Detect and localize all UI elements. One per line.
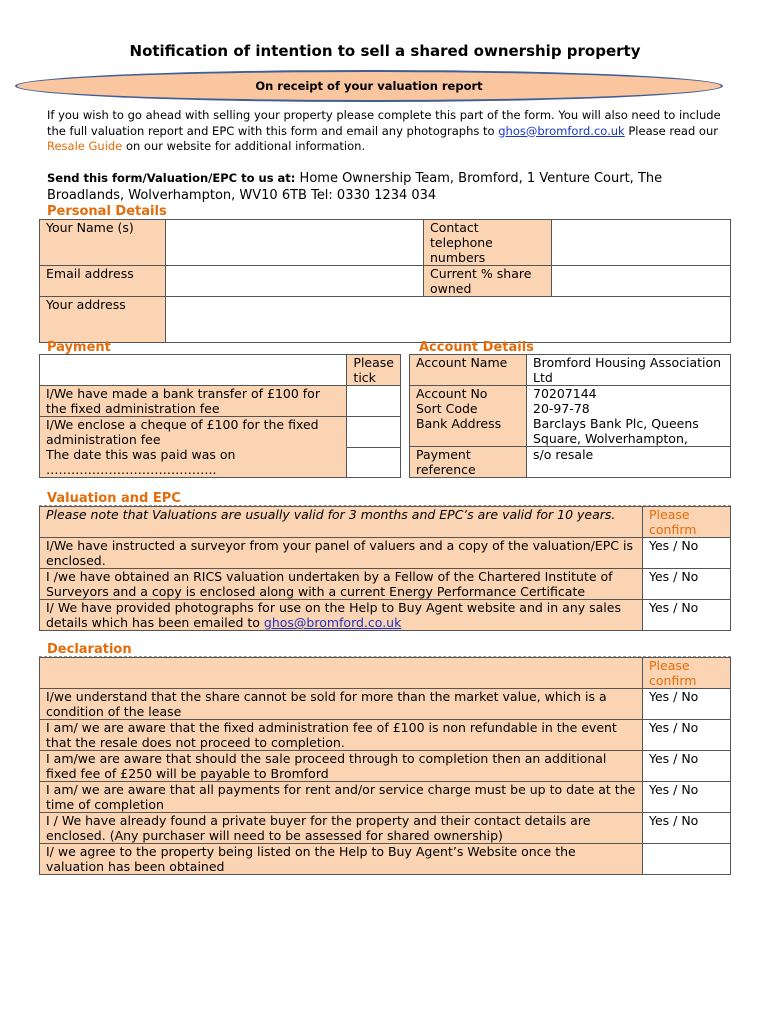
- banner-text: On receipt of your valuation report: [255, 79, 483, 93]
- date-paid[interactable]: The date this was paid was on …………………………………..: [40, 447, 347, 478]
- declaration-row: I am/we are aware that should the sale proceed through to completion then an additional fixed fee of £250 will be payable to Bromford: [40, 751, 643, 782]
- bank-address-value: Barclays Bank Plc, Queens Square, Wolverhampton,: [527, 416, 731, 447]
- valuation-heading: Valuation and EPC: [47, 491, 181, 506]
- declaration-yes-no[interactable]: Yes / No: [643, 782, 731, 813]
- valuation-please-confirm: Please confirm: [643, 507, 731, 538]
- intro-paragraph: If you wish to go ahead with selling your property please complete this part of the form. You will also need to include the full valuation report and EPC with this form and email any photographs to ghos@bromford.co.uk Please read our Resale Guide on our website for additional information.: [47, 108, 721, 153]
- cheque-tick[interactable]: [347, 417, 401, 448]
- your-name-label: Your Name (s): [40, 220, 166, 266]
- cheque-option: I/We enclose a cheque of £100 for the fixed administration fee: [40, 417, 347, 448]
- send-label: Send this form/Valuation/EPC to us at:: [47, 171, 296, 185]
- account-no-label: Account No: [410, 386, 527, 402]
- address-field[interactable]: [166, 297, 731, 343]
- valuation-yes-no-1[interactable]: Yes / No: [643, 538, 731, 569]
- sort-code-label: Sort Code: [410, 401, 527, 416]
- declaration-heading: Declaration: [47, 642, 132, 657]
- account-name-value: Bromford Housing Association Ltd: [527, 355, 731, 386]
- bank-transfer-option: I/We have made a bank transfer of £100 for the fixed administration fee: [40, 386, 347, 417]
- banner-oval: [15, 70, 723, 102]
- valuation-row-photos: I/ We have provided photographs for use on the Help to Buy Agent website and in any sales details which has been emailed to ghos@bromford.co.uk: [40, 600, 643, 631]
- valuation-row-rics: I /we have obtained an RICS valuation undertaken by a Fellow of the Chartered Institute of Surveyors and a copy is enclosed along with a current Energy Performance Certificate: [40, 569, 643, 600]
- bank-transfer-tick[interactable]: [347, 386, 401, 417]
- valuation-table: [39, 506, 731, 631]
- current-share-field[interactable]: [552, 266, 731, 297]
- email-label: Email address: [40, 266, 166, 297]
- current-share-label: Current % share owned: [424, 266, 552, 297]
- declaration-row: I/ we agree to the property being listed on the Help to Buy Agent’s Website once the valuation has been obtained: [40, 844, 643, 875]
- declaration-row: I am/ we are aware that all payments for rent and/or service charge must be up to date at the time of completion: [40, 782, 643, 813]
- declaration-please-confirm: Please confirm: [643, 658, 731, 689]
- bank-address-label: Bank Address: [410, 416, 527, 447]
- declaration-row: I / We have already found a private buyer for the property and their contact details are enclosed. (Any purchaser will need to be assessed for shared ownership): [40, 813, 643, 844]
- valuation-row-surveyor: I/We have instructed a surveyor from your panel of valuers and a copy of the valuation/EPC is enclosed.: [40, 538, 643, 569]
- date-paid-tick[interactable]: [347, 447, 401, 478]
- payment-reference-value: s/o resale: [527, 447, 731, 478]
- payment-table: [39, 354, 401, 478]
- your-name-field[interactable]: [166, 220, 424, 266]
- contact-phone-field[interactable]: [552, 220, 731, 266]
- account-details-heading: Account Details: [419, 340, 534, 355]
- declaration-yes-no[interactable]: Yes / No: [643, 689, 731, 720]
- valuation-yes-no-3[interactable]: Yes / No: [643, 600, 731, 631]
- personal-details-table: [39, 219, 731, 343]
- declaration-row: I/we understand that the share cannot be sold for more than the market value, which is a condition of the lease: [40, 689, 643, 720]
- valuation-note: Please note that Valuations are usually valid for 3 months and EPC’s are valid for 10 years.: [40, 507, 643, 538]
- account-details-table: [409, 354, 731, 478]
- declaration-yes-no[interactable]: Yes / No: [643, 813, 731, 844]
- address-label: Your address: [40, 297, 166, 343]
- email-link[interactable]: ghos@bromford.co.uk: [498, 123, 625, 138]
- please-tick-header: Please tick: [347, 355, 401, 386]
- declaration-confirm-empty[interactable]: [643, 844, 731, 875]
- valuation-yes-no-2[interactable]: Yes / No: [643, 569, 731, 600]
- resale-guide-link[interactable]: Resale Guide: [47, 139, 123, 153]
- photos-email-link[interactable]: ghos@bromford.co.uk: [263, 615, 402, 630]
- declaration-row: I am/ we are aware that the fixed administration fee of £100 is non refundable in the event that the resale does not proceed to completion.: [40, 720, 643, 751]
- payment-heading: Payment: [47, 340, 111, 355]
- declaration-yes-no[interactable]: Yes / No: [643, 751, 731, 782]
- account-no-value: 70207144: [527, 386, 731, 402]
- declaration-yes-no[interactable]: Yes / No: [643, 720, 731, 751]
- page-title: Notification of intention to sell a shared ownership property: [129, 42, 641, 60]
- sort-code-value: 20-97-78: [527, 401, 731, 416]
- account-name-label: Account Name: [410, 355, 527, 386]
- contact-phone-label: Contact telephone numbers: [424, 220, 552, 266]
- personal-details-heading: Personal Details: [47, 204, 167, 219]
- send-address: Send this form/Valuation/EPC to us at: Home Ownership Team, Bromford, 1 Venture Court, The Broadlands, Wolverhampton, WV10 6TB Tel: 0330 1234 034: [47, 171, 663, 203]
- payment-reference-label: Payment reference: [410, 447, 527, 478]
- declaration-table: [39, 657, 731, 875]
- email-field[interactable]: [166, 266, 424, 297]
